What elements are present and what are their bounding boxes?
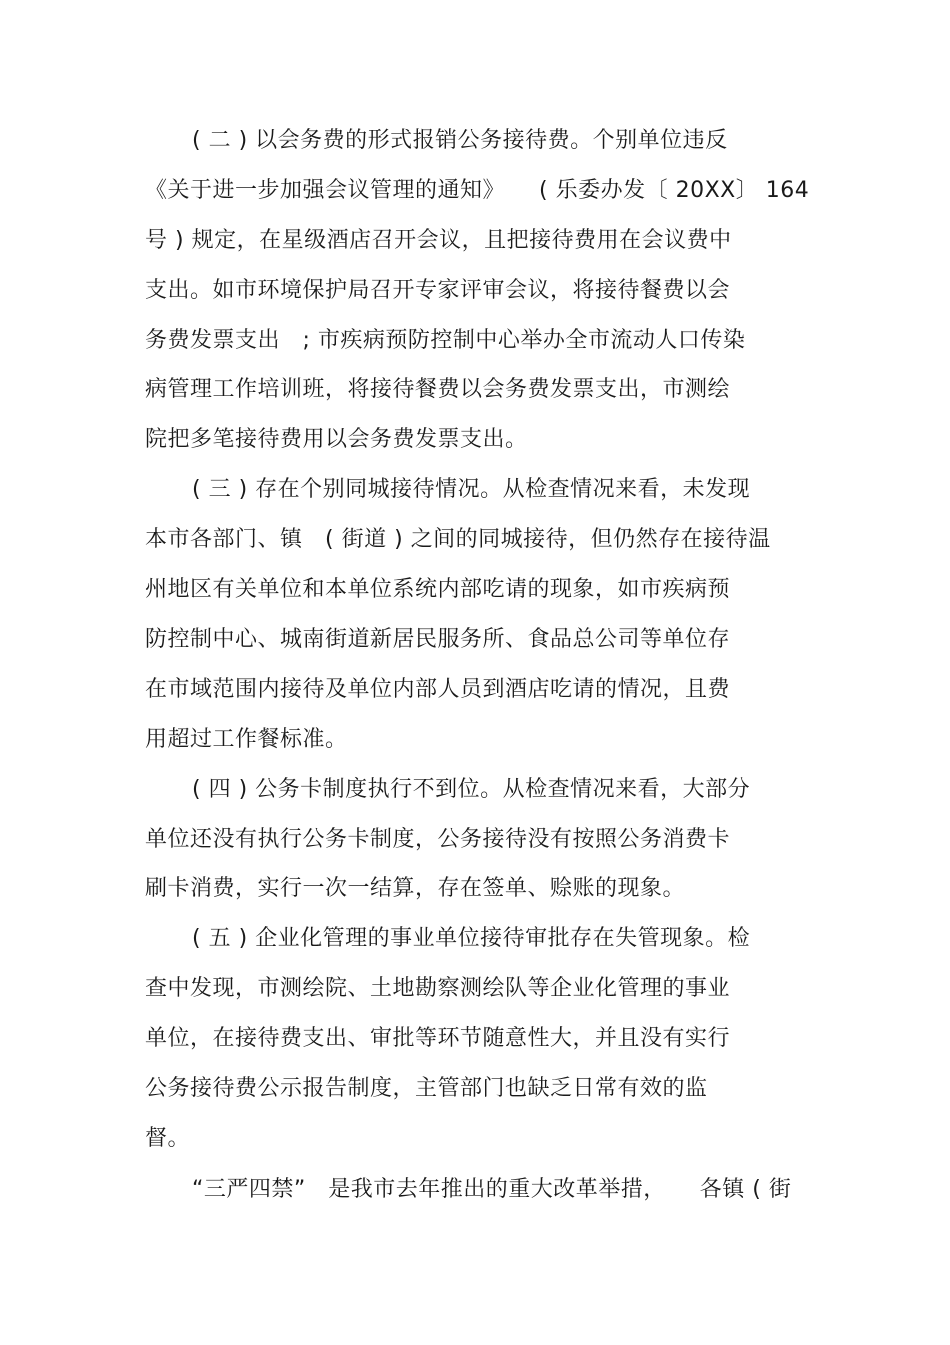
paragraph-2-line-6: 病管理工作培训班，将接待餐费以会务费发票支出，市测绘: [145, 377, 731, 402]
paragraph-2-line-5: 务费发票支出 ; 市疾病预防控制中心举办全市流动人口传染: [145, 328, 746, 353]
paragraph-2-line-7: 院把多笔接待费用以会务费发票支出。: [145, 427, 528, 452]
paragraph-5-line-4: 公务接待费公示报告制度，主管部门也缺乏日常有效的监: [145, 1076, 708, 1101]
paragraph-4-line-2: 单位还没有执行公务卡制度，公务接待没有按照公务消费卡: [145, 827, 731, 852]
paragraph-3-line-4: 防控制中心、城南街道新居民服务所、食品总公司等单位存: [145, 627, 731, 652]
paragraph-3-line-6: 用超过工作餐标准。: [145, 727, 348, 752]
paragraph-2-line-3: 号 ) 规定，在星级酒店召开会议，且把接待费用在会议费中: [145, 228, 732, 253]
paragraph-2-line-2: 《关于进一步加强会议管理的通知》 ( 乐委办发〔 20XX〕 164: [145, 178, 810, 203]
paragraph-5-line-1: ( 五 ) 企业化管理的事业单位接待审批存在失管现象。检: [192, 926, 751, 951]
paragraph-2-line-4: 支出。如市环境保护局召开专家评审会议，将接待餐费以会: [145, 278, 731, 303]
paragraph-3-line-3: 州地区有关单位和本单位系统内部吃请的现象，如市疾病预: [145, 577, 731, 602]
paragraph-5-line-3: 单位，在接待费支出、审批等环节随意性大，并且没有实行: [145, 1026, 731, 1051]
paragraph-5-line-5: 督。: [145, 1126, 191, 1151]
paragraph-3-line-1: ( 三 ) 存在个别同城接待情况。从检查情况来看，未发现: [192, 477, 751, 502]
paragraph-4-line-3: 刷卡消费，实行一次一结算，存在签单、赊账的现象。: [145, 876, 686, 901]
paragraph-5-line-2: 查中发现，市测绘院、土地勘察测绘队等企业化管理的事业: [145, 976, 731, 1001]
paragraph-2-line-1: ( 二 ) 以会务费的形式报销公务接待费。个别单位违反: [192, 128, 728, 153]
paragraph-3-line-5: 在市域范围内接待及单位内部人员到酒店吃请的情况，且费: [145, 677, 731, 702]
paragraph-3-line-2: 本市各部门、镇 ( 街道 ) 之间的同城接待，但仍然存在接待温: [145, 527, 771, 552]
paragraph-4-line-1: ( 四 ) 公务卡制度执行不到位。从检查情况来看，大部分: [192, 777, 751, 802]
paragraph-6-line-1: “三严四禁” 是我市去年推出的重大改革举措， 各镇 ( 街: [192, 1177, 792, 1202]
